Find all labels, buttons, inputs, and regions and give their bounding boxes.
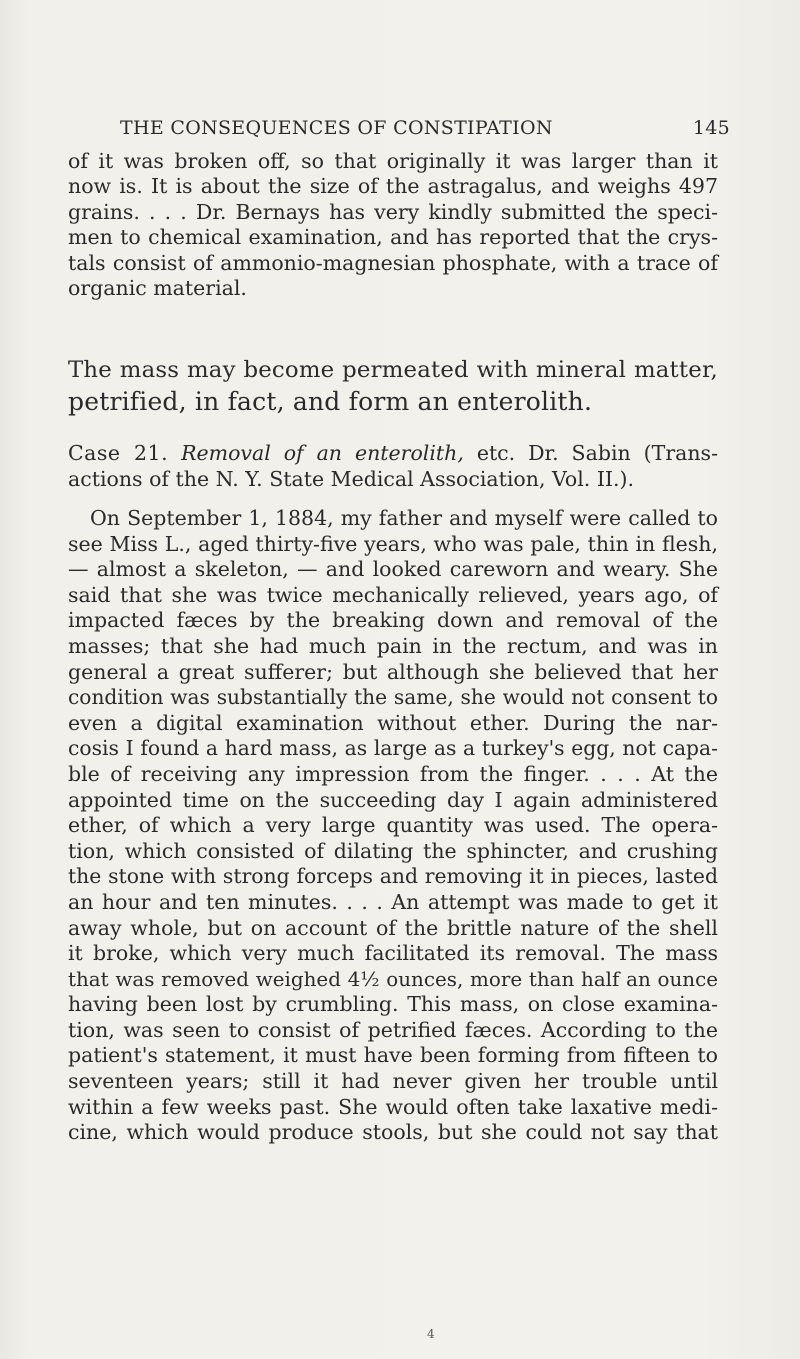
text-line: that was removed weighed 4½ ounces, more than half an ounce bbox=[68, 967, 718, 991]
running-head bbox=[120, 117, 730, 147]
text-line: masses; that she had much pain in the rectum, and was in bbox=[68, 633, 718, 658]
text-line: organic material. bbox=[68, 276, 247, 301]
text-line: ble of receiving any impression from the finger. . . . At the bbox=[68, 761, 718, 786]
text-line: tion, was seen to consist of petrified fæces. According to the bbox=[68, 1017, 718, 1042]
text-line: seventeen years; still it had never given her trouble until bbox=[68, 1069, 718, 1094]
text-line: grains. . . . Dr. Bernays has very kindly submitted the speci- bbox=[68, 199, 718, 224]
signature-mark: 4 bbox=[427, 1327, 435, 1341]
text-line: ether, of which a very large quantity was used. The opera- bbox=[68, 813, 718, 838]
text-line: even a digital examination without ether. During the nar- bbox=[68, 710, 718, 735]
text-line: actions of the N. Y. State Medical Association, Vol. II.). bbox=[68, 467, 635, 491]
text-line: — almost a skeleton, — and looked careworn and weary. She bbox=[68, 557, 718, 582]
text-line: cosis I found a hard mass, as large as a turkey's egg, not capa- bbox=[68, 736, 718, 761]
case-title: Removal of an enterolith, bbox=[181, 441, 464, 465]
text-line: it broke, which very much facilitated its removal. The mass bbox=[68, 941, 718, 966]
text-line: of it was broken off, so that originally it was larger than it bbox=[68, 149, 718, 173]
text-line: petrified, in fact, and form an enterolith. bbox=[68, 387, 593, 416]
summary-paragraph bbox=[68, 355, 718, 417]
paragraph-continued bbox=[68, 149, 718, 301]
case-heading-line bbox=[68, 440, 718, 466]
text-line: away whole, but on account of the brittle nature of the shell bbox=[68, 915, 718, 940]
page-number: 145 bbox=[692, 117, 730, 139]
running-head-title: THE CONSEQUENCES OF CONSTIPATION bbox=[120, 117, 553, 139]
text-line: said that she was twice mechanically relieved, years ago, of bbox=[68, 582, 718, 607]
text-line: patient's statement, it must have been forming from fifteen to bbox=[68, 1043, 718, 1068]
case-label: Case 21. bbox=[68, 441, 169, 465]
text-line: tals consist of ammonio-magnesian phosphate, with a trace of bbox=[68, 250, 718, 275]
text-line: the stone with strong forceps and removing it in pieces, lasted bbox=[68, 864, 718, 889]
text-line: appointed time on the succeeding day I again administered bbox=[68, 787, 718, 812]
text-line: cine, which would produce stools, but she could not say that bbox=[68, 1120, 718, 1145]
text-line: an hour and ten minutes. . . . An attempt was made to get it bbox=[68, 889, 718, 914]
text-line: On September 1, 1884, my father and myself were called to bbox=[90, 506, 718, 530]
text-line: impacted fæces by the breaking down and removal of the bbox=[68, 608, 718, 633]
text-line: within a few weeks past. She would often take laxative medi- bbox=[68, 1094, 718, 1119]
case-source: etc. Dr. Sabin (Trans- bbox=[463, 441, 718, 465]
case-heading bbox=[68, 440, 718, 492]
text-line: men to chemical examination, and has reported that the crys- bbox=[68, 225, 718, 250]
text-line: see Miss L., aged thirty-five years, who was pale, thin in flesh, bbox=[68, 531, 718, 556]
text-line: The mass may become permeated with mineral matter, bbox=[68, 357, 718, 383]
case-narrative bbox=[68, 506, 718, 1146]
text-line: condition was substantially the same, she would not consent to bbox=[68, 685, 718, 710]
text-line: having been lost by crumbling. This mass, on close examina- bbox=[68, 992, 718, 1017]
text-line: now is. It is about the size of the astragalus, and weighs 497 bbox=[68, 174, 718, 199]
text-line: tion, which consisted of dilating the sphincter, and crushing bbox=[68, 838, 718, 863]
text-line: general a great sufferer; but although she believed that her bbox=[68, 659, 718, 684]
